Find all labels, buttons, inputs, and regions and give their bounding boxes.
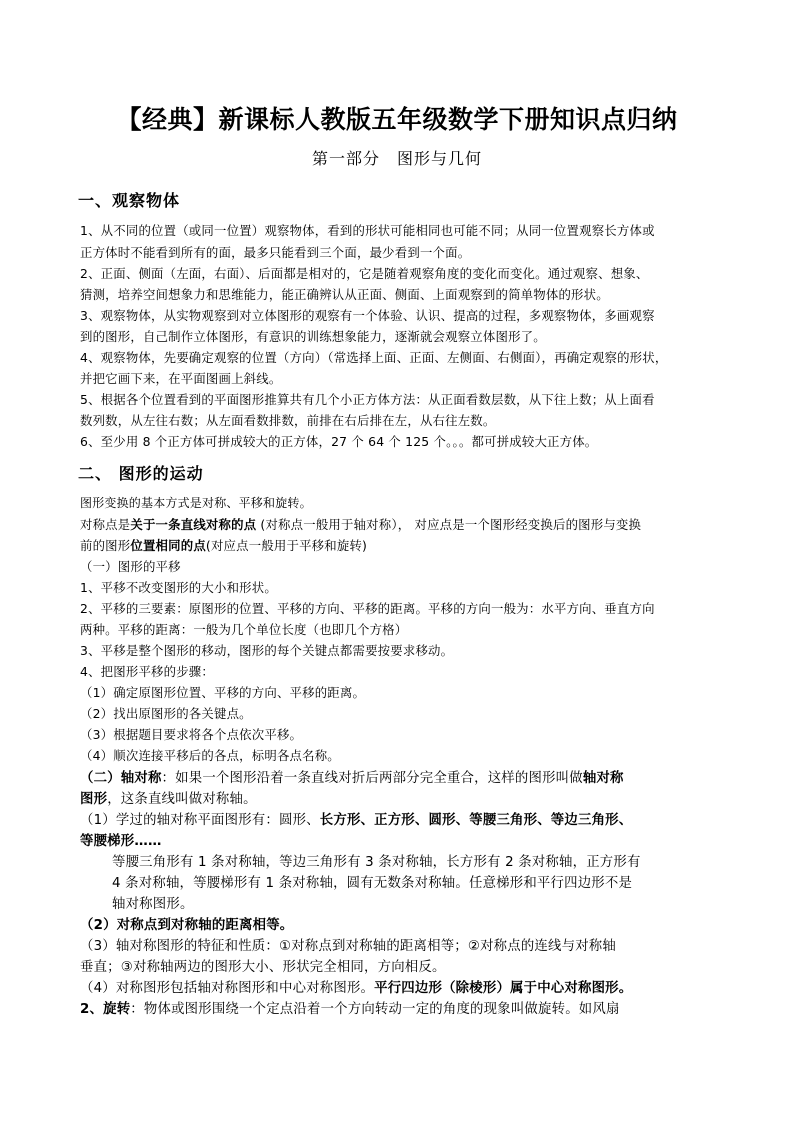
paragraph-line: （3）根据题目要求将各个点依次平移。 xyxy=(80,727,303,742)
emphasis-run: 长方形、正方形、圆形、等腰三角形、等边三角形、 xyxy=(319,813,633,828)
paragraph-line xyxy=(80,977,720,996)
paragraph-line: 垂直；③对称轴两边的图形大小、形状完全相同，方向相反。 xyxy=(80,960,446,975)
emphasis-run: 2、旋转 xyxy=(80,1002,131,1017)
paragraph-line: 5、根据各个位置看到的平面图形推算共有几个小正方体方法：从正面看数层数，从下往上数；从上面看 xyxy=(80,392,655,407)
emphasis-run: 轴对称 xyxy=(582,771,624,786)
paragraph-line xyxy=(80,998,720,1017)
paragraph-line: 3、观察物体，从实物观察到对立体图形的观察有一个体验、认识、提高的过程，多观察物体，多画观察 xyxy=(80,308,655,323)
document-title: 【经典】新课标人教版五年级数学下册知识点归纳 xyxy=(116,105,678,134)
paragraph-line: 4、观察物体，先要确定观察的位置（方向）（常选择上面、正面、左侧面、右侧面），再确定观察的形状， xyxy=(80,350,668,365)
text-run: （4）对称图形包括轴对称图形和中心对称图形。 xyxy=(80,981,375,996)
paragraph-line: 猜测，培养空间想象力和思维能力，能正确辨认从正面、侧面、上面观察到的简单物体的形状。 xyxy=(80,287,609,302)
paragraph-line xyxy=(80,767,720,786)
paragraph-line: （2）对称点到对称轴的距离相等。 xyxy=(80,918,294,933)
paragraph-line: 等腰梯形…… xyxy=(80,834,162,849)
emphasis-run: 图形 xyxy=(80,792,108,807)
text-run: 对称点是 xyxy=(80,517,131,532)
paragraph-line: 两种。平移的距离：一般为几个单位长度（也即几个方格） xyxy=(80,622,408,637)
emphasis-run: 位置相同的点 xyxy=(130,538,206,553)
paragraph-line: 等腰三角形有 1 条对称轴，等边三角形有 3 条对称轴，长方形有 2 条对称轴，正方形有 xyxy=(112,855,641,870)
emphasis-run: 平行四边形（除棱形）属于中心对称图形。 xyxy=(374,981,633,996)
paragraph-line: 2、正面、侧面（左面，右面）、后面都是相对的，它是随着观察角度的变化而变化。通过观察、想象、 xyxy=(80,266,649,281)
paragraph-line xyxy=(80,788,720,807)
paragraph-line: （2）找出原图形的各关键点。 xyxy=(80,706,252,721)
paragraph-line xyxy=(80,809,720,828)
text-run: (对应点一般用于平移和旋转) xyxy=(205,538,368,553)
text-run: ：如果一个图形沿着一条直线对折后两部分完全重合，这样的图形叫做 xyxy=(161,771,583,786)
paragraph-line: （3）轴对称图形的特征和性质：①对称点到对称轴的距离相等；②对称点的连线与对称轴 xyxy=(80,939,616,954)
paragraph-line: 并把它画下来，在平面图画上斜线。 xyxy=(80,371,282,386)
paragraph-line: 到的图形，自己制作立体图形，有意识的训练想象能力，逐渐就会观察立体图形了。 xyxy=(80,329,546,344)
paragraph-line xyxy=(80,536,720,554)
paragraph-line: 轴对称图形。 xyxy=(112,897,194,912)
paragraph-line: （1）确定原图形位置、平移的方向、平移的距离。 xyxy=(80,685,366,700)
part-subtitle: 第一部分 图形与几何 xyxy=(311,149,482,168)
paragraph-line: （一）图形的平移 xyxy=(80,559,181,574)
section-heading-motion: 二、 图形的运动 xyxy=(78,464,204,483)
transform-lead: 图形变换的基本方式是对称、平移和旋转。 xyxy=(80,496,312,510)
section-heading-observation: 一、观察物体 xyxy=(78,191,181,210)
paragraph-line: 1、平移不改变图形的大小和形状。 xyxy=(80,580,277,595)
text-run: ：物体或图形围绕一个定点沿着一个方向转动一定的角度的现象叫做旋转。如风扇 xyxy=(130,1002,620,1017)
paragraph-line: （4）顺次连接平移后的各点，标明各点名称。 xyxy=(80,748,340,763)
paragraph-line: 1、从不同的位置（或同一位置）观察物体，看到的形状可能相同也可能不同；从同一位置观察长方体或 xyxy=(80,223,655,238)
emphasis-run: （二）轴对称 xyxy=(80,771,162,786)
paragraph-line: 正方体时不能看到所有的面，最多只能看到三个面，最少看到一个面。 xyxy=(80,245,471,260)
paragraph-line: 2、平移的三要素：原图形的位置、平移的方向、平移的距离。平移的方向一般为：水平方向、垂直方向 xyxy=(80,601,655,616)
paragraph-line: 数列数，从左往右数；从左面看数排数，前排在右后排在左，从右往左数。 xyxy=(80,413,496,428)
text-run: ，这条直线叫做对称轴。 xyxy=(107,792,257,807)
text-run: 前的图形 xyxy=(80,538,131,553)
text-run: （1）学过的轴对称平面图形有：圆形、 xyxy=(80,813,320,828)
text-run: (对称点一般用于轴对称）， 对应点是一个图形经变换后的图形与变换 xyxy=(256,517,642,532)
paragraph-line xyxy=(80,515,720,533)
paragraph-line: 6、至少用 8 个正方体可拼成较大的正方体，27 个 64 个 125 个。。。都可拼成较大正方体。 xyxy=(80,434,598,449)
paragraph-line: 3、平移是整个图形的移动，图形的每个关键点都需要按要求移动。 xyxy=(80,643,454,658)
paragraph-line: 4 条对称轴，等腰梯形有 1 条对称轴，圆有无数条对称轴。任意梯形和平行四边形不是 xyxy=(112,876,633,891)
paragraph-line: 4、把图形平移的步骤： xyxy=(80,664,214,679)
emphasis-run: 关于一条直线对称的点 xyxy=(130,517,257,532)
